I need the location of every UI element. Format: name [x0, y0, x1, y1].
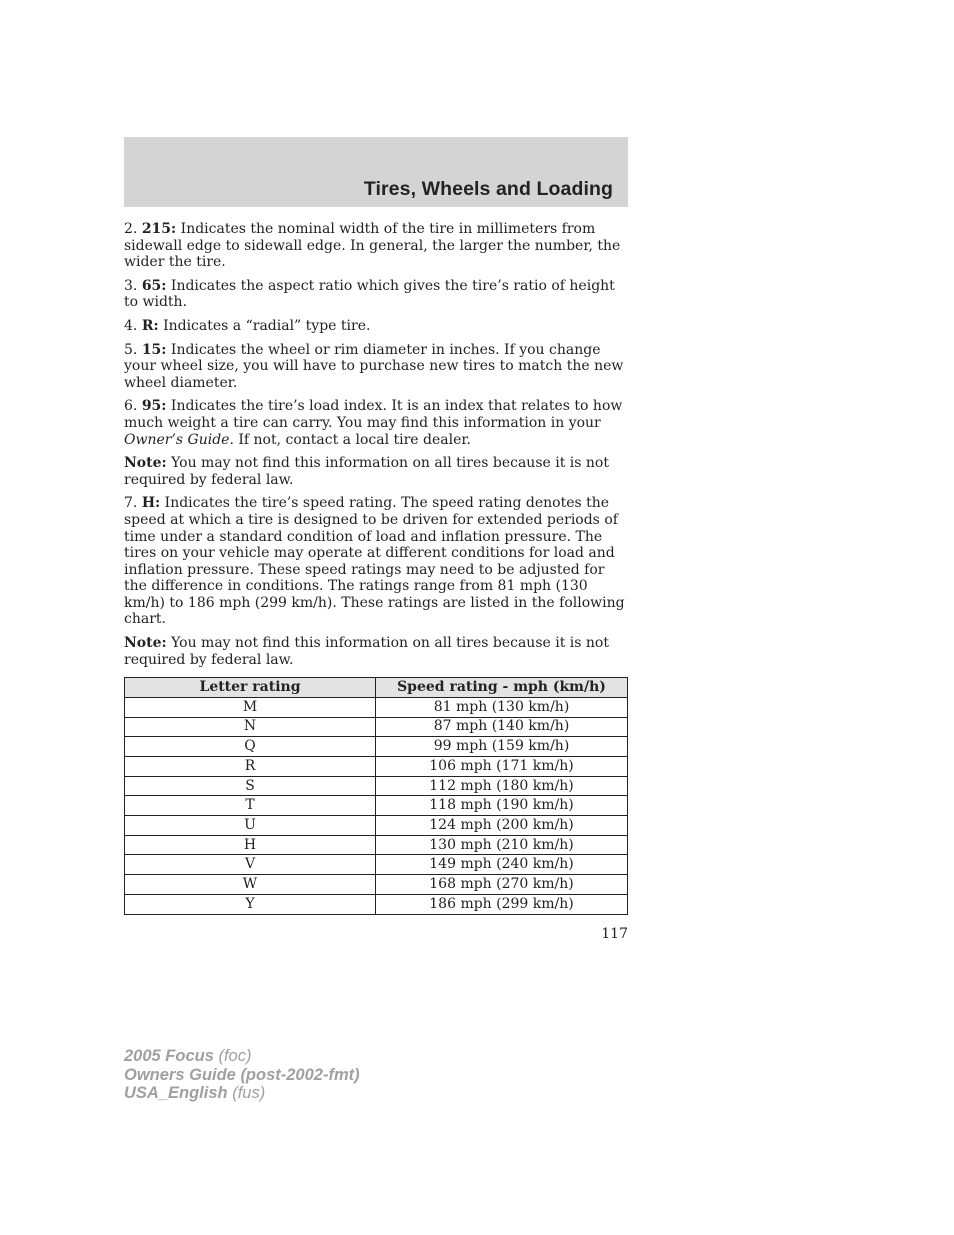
item-text: Indicates a “radial” type tire.: [158, 317, 371, 334]
speed-cell: 130 mph (210 km/h): [376, 835, 628, 855]
note-paragraph: [124, 455, 628, 488]
speed-cell: 168 mph (270 km/h): [376, 875, 628, 895]
note-text: You may not find this information on all tires because it is not required by federal law.: [124, 455, 609, 488]
speed-cell: 112 mph (180 km/h): [376, 776, 628, 796]
item-number: 2.: [124, 221, 142, 237]
item-key: 65:: [141, 277, 167, 294]
footer-language: USA_English: [124, 1084, 228, 1102]
table-row: [125, 776, 628, 796]
table-row: [125, 796, 628, 816]
speed-cell: 87 mph (140 km/h): [376, 717, 628, 737]
column-header-speed: Speed rating - mph (km/h): [376, 678, 628, 698]
letter-cell: H: [125, 835, 376, 855]
letter-cell: T: [125, 796, 376, 816]
speed-cell: 106 mph (171 km/h): [376, 757, 628, 777]
letter-cell: V: [125, 855, 376, 875]
footer-line-model: [124, 1047, 360, 1066]
letter-cell: W: [125, 875, 376, 895]
speed-cell: 99 mph (159 km/h): [376, 737, 628, 757]
document-footer: [124, 1047, 360, 1103]
speed-rating-table: [124, 677, 628, 914]
letter-cell: N: [125, 717, 376, 737]
section-header-band: [124, 137, 628, 207]
item-text: Indicates the wheel or rim diameter in inches. If you change your wheel size, you will have to purchase new tires to match the new wheel diameter.: [124, 341, 624, 391]
letter-cell: M: [125, 697, 376, 717]
paragraph-load-index: [124, 398, 628, 448]
column-header-letter: Letter rating: [125, 678, 376, 698]
footer-model-code: (foc): [213, 1047, 252, 1065]
item-number: 4.: [124, 317, 142, 334]
paragraph-aspect-ratio: [124, 278, 628, 311]
letter-cell: S: [125, 776, 376, 796]
speed-cell: 124 mph (200 km/h): [376, 816, 628, 836]
item-key: H:: [141, 495, 161, 512]
table-row: [125, 875, 628, 895]
footer-guide: Owners Guide (post-2002-fmt): [124, 1065, 360, 1084]
page-content: [124, 221, 628, 915]
table-row: [125, 835, 628, 855]
note-label: Note:: [124, 635, 167, 652]
letter-cell: R: [125, 757, 376, 777]
table-row: [125, 697, 628, 717]
table-row: [125, 717, 628, 737]
table-row: [125, 816, 628, 836]
table-row: [125, 894, 628, 914]
note-label: Note:: [124, 455, 167, 472]
note-paragraph: [124, 635, 628, 668]
section-title: Tires, Wheels and Loading: [363, 178, 613, 200]
item-key: 95:: [141, 398, 167, 415]
item-text: Indicates the aspect ratio which gives the tire’s ratio of height to width.: [124, 277, 615, 311]
item-key: 15:: [141, 341, 167, 358]
item-number: 7.: [124, 495, 142, 512]
speed-cell: 149 mph (240 km/h): [376, 855, 628, 875]
item-number: 3.: [124, 277, 142, 294]
table-header-row: [125, 678, 628, 698]
note-text: You may not find this information on all tires because it is not required by federal law.: [124, 635, 609, 668]
table-row: [125, 855, 628, 875]
paragraph-speed-rating: [124, 495, 628, 628]
paragraph-width: [124, 221, 628, 271]
table-row: [125, 757, 628, 777]
speed-cell: 118 mph (190 km/h): [376, 796, 628, 816]
footer-language-code: (fus): [227, 1084, 266, 1102]
item-text: Indicates the nominal width of the tire in millimeters from sidewall edge to sidewall edge. In general, the larger the number, the wider the tire.: [124, 221, 621, 271]
footer-model: 2005 Focus: [124, 1047, 214, 1065]
letter-cell: U: [125, 816, 376, 836]
item-text: Indicates the tire’s load index. It is an index that relates to how much weight a tire can carry. You may find this information in your: [124, 398, 623, 431]
footer-line-language: [124, 1084, 360, 1103]
page-number: 117: [601, 926, 628, 942]
item-number: 6.: [124, 398, 142, 415]
item-number: 5.: [124, 341, 142, 358]
owners-guide-reference: Owner’s Guide.: [124, 431, 234, 448]
table-row: [125, 737, 628, 757]
footer-line-guide: [124, 1066, 360, 1085]
paragraph-radial: [124, 318, 628, 335]
item-key: 215:: [141, 221, 177, 237]
paragraph-rim-diameter: [124, 342, 628, 392]
item-key: R:: [141, 317, 159, 334]
speed-cell: 81 mph (130 km/h): [376, 697, 628, 717]
item-text: Indicates the tire’s speed rating. The speed rating denotes the speed at which a tire is designed to be driven for extended periods of time under a standard condition of load and inflation pressure. The tires on your vehicle may operate at different conditions for load and inflation pressure. These speed ratings may need to be adjusted for the difference in conditions. The ratings range from 81 mph (130 km/h) to 186 mph (299 km/h). These ratings are listed in the following chart.: [124, 495, 625, 628]
letter-cell: Y: [125, 894, 376, 914]
speed-cell: 186 mph (299 km/h): [376, 894, 628, 914]
letter-cell: Q: [125, 737, 376, 757]
item-text-tail: If not, contact a local tire dealer.: [233, 431, 471, 448]
